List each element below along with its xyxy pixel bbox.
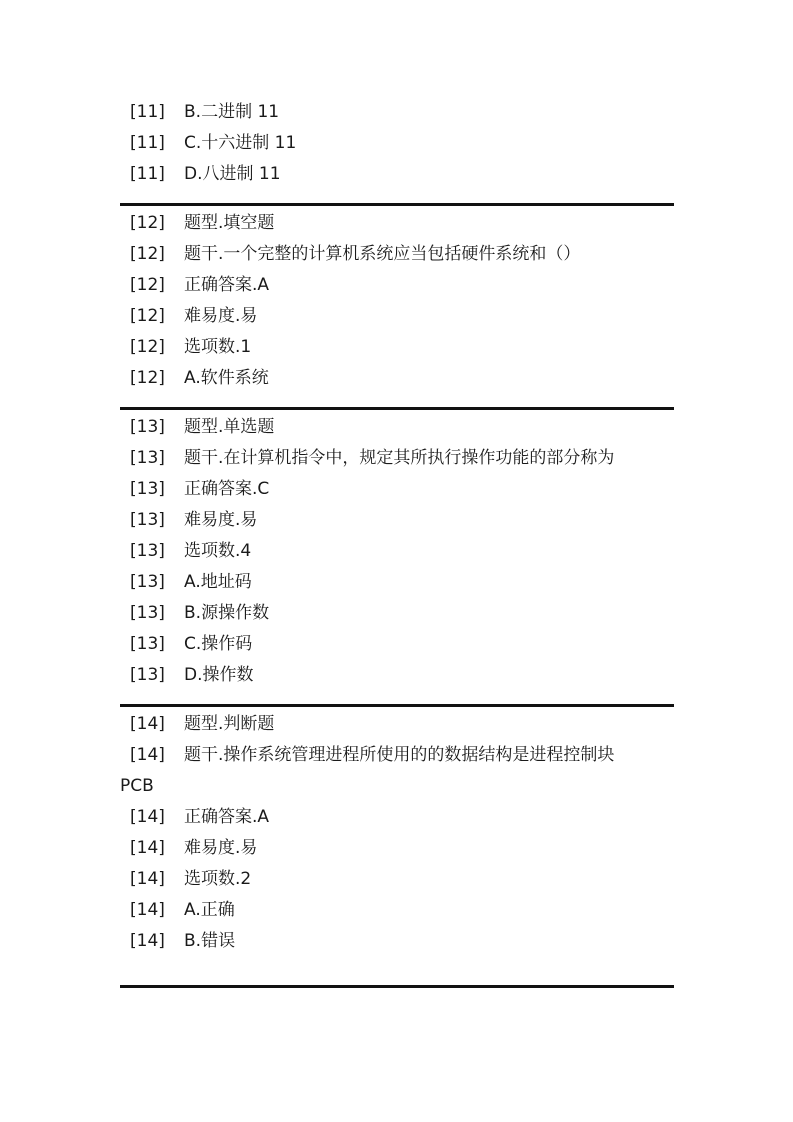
question-text: 难易度.易 (184, 510, 258, 530)
question-line (120, 159, 674, 190)
question-line (120, 629, 674, 660)
question-text: 题型.单选题 (184, 417, 275, 437)
question-line (120, 97, 674, 128)
question-text: C.操作码 (184, 634, 253, 654)
question-line (120, 567, 674, 598)
question-number: [13] (130, 665, 165, 685)
question-number: [12] (130, 244, 165, 264)
question-text: 选项数.2 (184, 869, 252, 889)
question-line (120, 270, 674, 301)
question-line (120, 208, 674, 239)
question-number: [13] (130, 541, 165, 561)
question-line (120, 239, 674, 270)
question-number: [13] (130, 510, 165, 530)
question-line (120, 505, 674, 536)
question-block-12 (120, 208, 674, 394)
question-number: [14] (130, 869, 165, 889)
question-block-11 (120, 97, 674, 190)
question-text: 正确答案.C (184, 479, 270, 499)
question-block-13 (120, 412, 674, 691)
question-line (120, 926, 674, 957)
question-number: [12] (130, 368, 165, 388)
question-line (120, 740, 674, 771)
question-number: [12] (130, 275, 165, 295)
question-text: 题干.一个完整的计算机系统应当包括硬件系统和（） (184, 244, 581, 264)
divider (120, 985, 674, 988)
question-number: [13] (130, 572, 165, 592)
question-list (120, 97, 674, 988)
question-line (120, 128, 674, 159)
question-number: [14] (130, 900, 165, 920)
question-number: [13] (130, 448, 165, 468)
question-line (120, 833, 674, 864)
question-line (120, 660, 674, 691)
question-number: [14] (130, 838, 165, 858)
question-text: 选项数.1 (184, 337, 252, 357)
question-block-14 (120, 709, 674, 957)
question-number: [13] (130, 634, 165, 654)
question-text: D.操作数 (184, 665, 254, 685)
question-number: [11] (130, 133, 165, 153)
question-number: [13] (130, 603, 165, 623)
question-text: 正确答案.A (184, 807, 270, 827)
question-line (120, 443, 674, 474)
question-line (120, 301, 674, 332)
question-text: 题型.判断题 (184, 714, 275, 734)
question-text: B.错误 (184, 931, 236, 951)
question-line (120, 895, 674, 926)
question-line (120, 412, 674, 443)
question-text: D.八进制 11 (184, 164, 281, 184)
question-line (120, 802, 674, 833)
question-number: [13] (130, 479, 165, 499)
question-line (120, 709, 674, 740)
question-line (120, 474, 674, 505)
question-text: 题干.操作系统管理进程所使用的的数据结构是进程控制块 (184, 745, 615, 765)
question-number: [14] (130, 931, 165, 951)
question-text: 题型.填空题 (184, 213, 275, 233)
question-text: B.二进制 11 (184, 102, 280, 122)
question-text: A.地址码 (184, 572, 252, 592)
question-text: 选项数.4 (184, 541, 252, 561)
question-line (120, 864, 674, 895)
question-number: [14] (130, 807, 165, 827)
question-text: C.十六进制 11 (184, 133, 297, 153)
question-text: 难易度.易 (184, 838, 258, 858)
question-text: 正确答案.A (184, 275, 270, 295)
question-number: [13] (130, 417, 165, 437)
question-number: [14] (130, 745, 165, 765)
question-text: A.正确 (184, 900, 235, 920)
question-number: [14] (130, 714, 165, 734)
question-number: [12] (130, 337, 165, 357)
question-text: B.源操作数 (184, 603, 270, 623)
question-line (120, 598, 674, 629)
question-text: A.软件系统 (184, 368, 269, 388)
question-number: [12] (130, 306, 165, 326)
question-number: [11] (130, 164, 165, 184)
question-line (120, 363, 674, 394)
question-number: [11] (130, 102, 165, 122)
question-line (120, 536, 674, 567)
question-text: 难易度.易 (184, 306, 258, 326)
question-number: [12] (130, 213, 165, 233)
question-line (120, 332, 674, 363)
question-text-continuation: PCB (120, 776, 154, 796)
question-text: 题干.在计算机指令中，规定其所执行操作功能的部分称为 (184, 448, 615, 468)
